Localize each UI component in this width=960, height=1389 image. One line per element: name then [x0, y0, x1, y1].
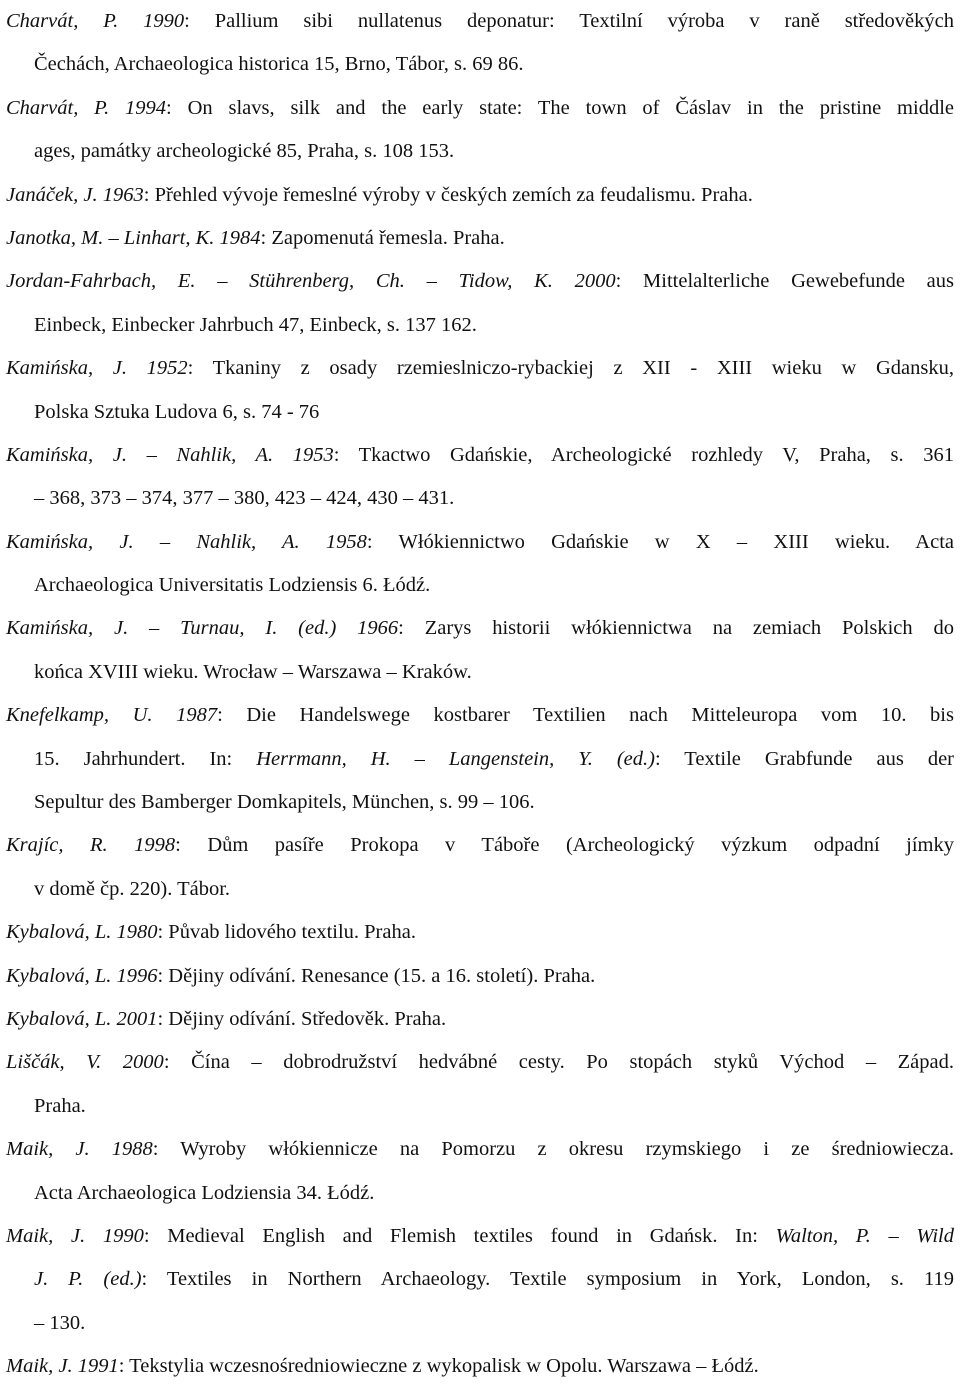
italic-text: Kybalová, L. 1980 [6, 921, 158, 944]
entry-continuation-line [6, 1258, 954, 1301]
entry-first-line [6, 217, 960, 260]
text: : Přehled vývoje řemeslné výroby v českých zemích za feudalismu. Praha. [143, 183, 753, 206]
entry-first-line [6, 87, 954, 130]
text: ages, památky archeologické 85, Praha, s. 108 153. [34, 140, 455, 163]
italic-text: Kybalová, L. 1996 [6, 964, 158, 987]
italic-text: Krajíc, R. 1998 [6, 834, 176, 857]
italic-text: Kamińska, J. – Nahlik, A. 1958 [6, 530, 367, 553]
italic-text: Liščák, V. 2000 [6, 1051, 164, 1074]
italic-text: Kamińska, J. – Turnau, I. (ed.) 1966 [6, 617, 399, 640]
text: : Wyroby włókiennicze na Pomorzu z okresu rzymskiego i ze średniowiecza. [152, 1138, 954, 1161]
entry-first-line [6, 607, 954, 650]
italic-text: Herrmann, H. – Langenstein, Y. (ed.) [256, 747, 655, 770]
entry-first-line [6, 434, 954, 477]
bibliography-entry [6, 1215, 960, 1345]
italic-text: Walton, P. – Wild [775, 1224, 954, 1247]
bibliography-entry [6, 955, 960, 998]
bibliography-entry [6, 0, 960, 87]
bibliography-entry [6, 998, 960, 1041]
text: : Dějiny odívání. Středověk. Praha. [157, 1007, 447, 1030]
entry-continuation-line [6, 477, 960, 520]
entry-continuation-line [6, 1085, 960, 1128]
italic-text: Kamińska, J. – Nahlik, A. 1953 [6, 443, 334, 466]
entry-first-line [6, 347, 954, 390]
entry-continuation-line [6, 304, 960, 347]
entry-first-line [6, 0, 954, 43]
bibliography-list [6, 0, 960, 1389]
text: : Pallium sibi nullatenus deponatur: Textilní výroba v raně středověkých [184, 10, 954, 32]
bibliography-entry [6, 87, 960, 174]
entry-continuation-line [6, 391, 960, 434]
text: : Textile Grabfunde aus der [654, 747, 954, 770]
italic-text: Janotka, M. – Linhart, K. 1984 [6, 226, 261, 249]
text: – 368, 373 – 374, 377 – 380, 423 – 424, 430 – 431. [34, 487, 455, 510]
text: : Čína – dobrodružství hedvábné cesty. Po stopách styků Východ – Západ. [163, 1051, 954, 1074]
italic-text: Charvát, P. 1994 [6, 96, 167, 119]
entry-continuation-line [6, 738, 954, 781]
entry-first-line [6, 1345, 960, 1388]
italic-text: J. P. (ed.) [34, 1268, 142, 1291]
bibliography-entry [6, 217, 960, 260]
italic-text: Maik, J. 1988 [6, 1138, 153, 1161]
text: : On slavs, silk and the early state: The town of Čáslav in the pristine middle [166, 96, 954, 119]
bibliography-entry [6, 1345, 960, 1388]
italic-text: Jordan-Fahrbach, E. – Stührenberg, Ch. – Tidow, K. 2000 [6, 270, 616, 293]
text: : Tkactwo Gdańskie, Archeologické rozhledy V, Praha, s. 361 [333, 443, 954, 466]
italic-text: Kybalová, L. 2001 [6, 1007, 158, 1030]
text: : Tkaniny z osady rzemieslniczo-rybackiej z XII - XIII wieku w Gdansku, [187, 357, 954, 380]
entry-continuation-line [6, 651, 960, 694]
text: : Textiles in Northern Archaeology. Textile symposium in York, London, s. 119 [141, 1268, 955, 1291]
text: : Půvab lidového textilu. Praha. [157, 921, 416, 944]
text: : Tekstylia wczesnośredniowieczne z wykopalisk w Opolu. Warszawa – Łódź. [118, 1355, 759, 1378]
text: – 130. [34, 1311, 86, 1334]
entry-first-line [6, 174, 960, 217]
text: 15. Jahrhundert. In: [34, 747, 257, 770]
text: : Mittelalterliche Gewebefunde aus [615, 270, 954, 293]
bibliography-entry [6, 824, 960, 911]
entry-first-line [6, 1128, 954, 1171]
italic-text: Charvát, P. 1990 [6, 10, 185, 32]
italic-text: Maik, J. 1990 [6, 1224, 144, 1247]
text: Archaeologica Universitatis Lodziensis 6. Łódź. [34, 574, 431, 597]
entry-continuation-line [6, 564, 960, 607]
entry-continuation-line [6, 130, 960, 173]
bibliography-entry [6, 521, 960, 608]
italic-text: Janáček, J. 1963 [6, 183, 144, 206]
bibliography-entry [6, 694, 960, 824]
entry-first-line [6, 824, 954, 867]
text: Acta Archaeologica Lodziensia 34. Łódź. [34, 1181, 375, 1204]
text: : Zapomenutá řemesla. Praha. [260, 226, 505, 249]
text: : Dějiny odívání. Renesance (15. a 16. století). Praha. [157, 964, 596, 987]
text: : Włókiennictwo Gdańskie w X – XIII wieku. Acta [366, 530, 954, 553]
bibliography-entry [6, 1128, 960, 1215]
text: : Die Handelswege kostbarer Textilien nach Mitteleuropa vom 10. bis [217, 704, 954, 727]
entry-continuation-line [6, 1172, 960, 1215]
text: Einbeck, Einbecker Jahrbuch 47, Einbeck, s. 137 162. [34, 313, 477, 336]
text: Čechách, Archaeologica historica 15, Brno, Tábor, s. 69 86. [34, 53, 524, 76]
bibliography-entry [6, 1041, 960, 1128]
entry-first-line [6, 521, 954, 564]
bibliography-entry [6, 260, 960, 347]
italic-text: Knefelkamp, U. 1987 [6, 704, 218, 727]
entry-first-line [6, 1215, 954, 1258]
entry-continuation-line [6, 1302, 960, 1345]
entry-first-line [6, 998, 960, 1041]
entry-first-line [6, 911, 960, 954]
bibliography-entry [6, 174, 960, 217]
bibliography-entry [6, 347, 960, 434]
italic-text: Kamińska, J. 1952 [6, 357, 188, 380]
bibliography-entry [6, 434, 960, 521]
bibliography-entry [6, 607, 960, 694]
text: : Medieval English and Flemish textiles found in Gdańsk. In: [143, 1224, 776, 1247]
text: : Zarys historii włókiennictwa na zemiach Polskich do [398, 617, 954, 640]
entry-first-line [6, 955, 960, 998]
text: Praha. [34, 1094, 86, 1117]
text: : Dům pasíře Prokopa v Táboře (Archeologický výzkum odpadní jímky [175, 834, 954, 857]
entry-continuation-line [6, 868, 960, 911]
text: końca XVIII wieku. Wrocław – Warszawa – Kraków. [34, 660, 472, 683]
text: Sepultur des Bamberger Domkapitels, München, s. 99 – 106. [34, 791, 535, 814]
entry-first-line [6, 694, 954, 737]
text: v domě čp. 220). Tábor. [34, 877, 231, 900]
bibliography-entry [6, 911, 960, 954]
entry-continuation-line [6, 781, 960, 824]
entry-first-line [6, 1041, 954, 1084]
entry-continuation-line [6, 43, 960, 86]
italic-text: Maik, J. 1991 [6, 1355, 119, 1378]
text: Polska Sztuka Ludova 6, s. 74 - 76 [34, 400, 320, 423]
entry-first-line [6, 260, 954, 303]
